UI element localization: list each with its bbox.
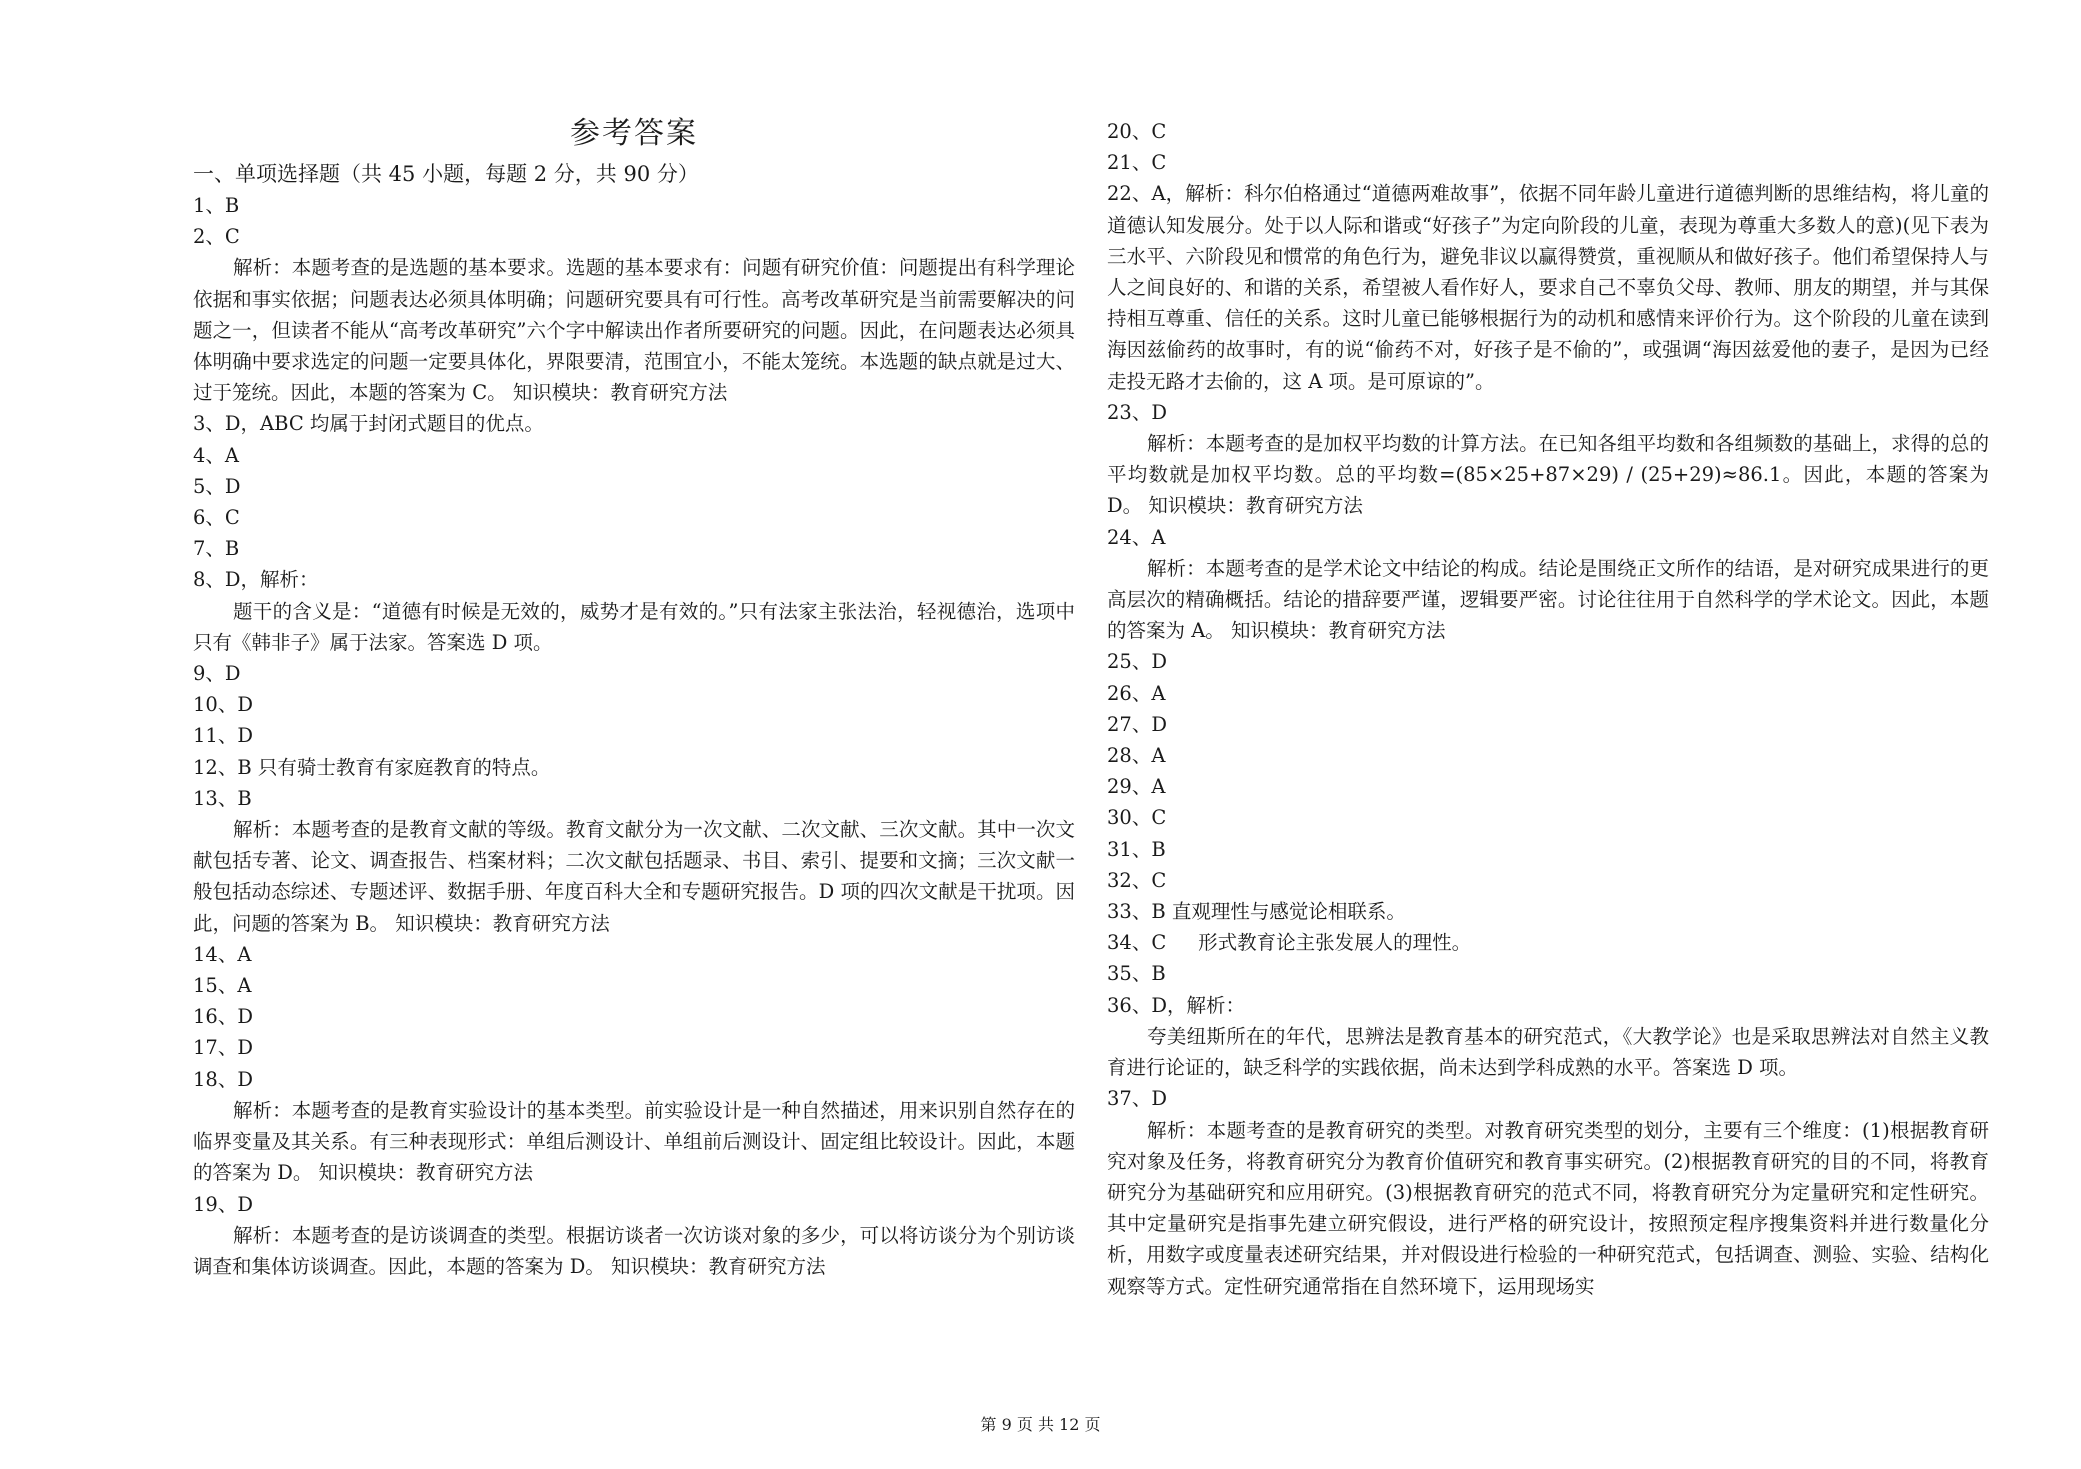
section-heading: 一、单项选择题（共 45 小题，每题 2 分，共 90 分） [193,162,699,186]
answer-line: 36、D，解析： [1107,993,1245,1017]
explanation-paragraph: 解析：本题考查的是学术论文中结论的构成。结论是围绕正文所作的结语，是对研究成果进行的更高层次的精确概括。结论的措辞要严谨，逻辑要严密。讨论往往用于自然科学的学术论文。因此，本题的答案为 A。 知识模块：教育研究方法 [1107,556,1989,643]
answer-line: 24、A [1107,525,1166,549]
answer-line: 37、D [1107,1087,1167,1111]
left-answers [193,190,1075,1282]
answer-line: 3、D，ABC 均属于封闭式题目的优点。 [193,412,544,436]
right-answers [1107,116,1989,1302]
explanation-paragraph: 解析：本题考查的是教育实验设计的基本类型。前实验设计是一种自然描述，用来识别自然存在的临界变量及其关系。有三种表现形式：单组后测设计、单组前后测设计、固定组比较设计。因此，本题的答案为 D。 知识模块：教育研究方法 [193,1098,1075,1185]
explanation-paragraph: 解析：本题考查的是加权平均数的计算方法。在已知各组平均数和各组频数的基础上，求得的总的平均数就是加权平均数。总的平均数=(85×25+87×29) / (25+29)≈86.1。因此，本题的答案为 D。 知识模块：教育研究方法 [1107,432,1989,518]
answer-line: 25、D [1107,650,1167,674]
answer-line: 31、B [1107,837,1166,861]
page-footer: 第 9 页 共 12 页 [980,1415,1101,1434]
answer-line: 23、D [1107,400,1167,424]
answer-line: 26、A [1107,681,1166,705]
answer-line: 21、C [1107,151,1167,175]
answer-line: 16、D [193,1005,253,1029]
answer-line: 12、B 只有骑士教育有家庭教育的特点。 [193,755,551,779]
answer-line: 15、A [193,974,252,998]
explanation-paragraph: 解析：本题考查的是访谈调查的类型。根据访谈者一次访谈对象的多少，可以将访谈分为个别访谈调查和集体访谈调查。因此，本题的答案为 D。 知识模块：教育研究方法 [193,1223,1075,1278]
answer-line: 6、C [193,506,240,530]
right-column [1107,116,1989,1302]
explanation-paragraph: 22、A，解析：科尔伯格通过“道德两难故事”，依据不同年龄儿童进行道德判断的思维结构，将儿童的道德认知发展分。处于以人际和谐或“好孩子”为定向阶段的儿童，表现为尊重大多数人的意)(见下表为三水平、六阶段见和惯常的角色行为，避免非议以赢得赞赏，重视顺从和做好孩子。他们希望保持人与人之间良好的、和谐的关系，希望被人看作好人，要求自己不辜负父母、教师、朋友的期望，并与其保持相互尊重、信任的关系。这时儿童已能够根据行为的动机和感情来评价行为。这个阶段的儿童在读到海因兹偷药的故事时，有的说“偷药不对，好孩子是不偷的”，或强调“海因兹爱他的妻子，是因为已经走投无路才去偷的，这 A 项。是可原谅的”。 [1107,182,1989,393]
answer-line: 19、D [193,1192,253,1216]
explanation-paragraph: 解析：本题考查的是教育文献的等级。教育文献分为一次文献、二次文献、三次文献。其中一次文献包括专著、论文、调查报告、档案材料；二次文献包括题录、书目、索引、提要和文摘；三次文献一般包括动态综述、专题述评、数据手册、年度百科大全和专题研究报告。D 项的四次文献是干扰项。因此，问题的答案为 B。 知识模块：教育研究方法 [193,818,1075,935]
answer-line: 2、C [193,225,240,249]
answer-line: 13、B [193,786,252,810]
answer-line: 35、B [1107,962,1166,986]
answer-line: 34、C 形式教育论主张发展人的理性。 [1107,931,1472,955]
left-column [193,112,1075,1282]
answer-line: 30、C [1107,806,1167,830]
answer-line: 27、D [1107,712,1167,736]
explanation-paragraph: 解析：本题考查的是选题的基本要求。选题的基本要求有：问题有研究价值：问题提出有科学理论依据和事实依据；问题表达必须具体明确；问题研究要具有可行性。高考改革研究是当前需要解决的问题之一，但读者不能从“高考改革研究”六个字中解读出作者所要研究的问题。因此，在问题表达必须具体明确中要求选定的问题一定要具体化，界限要清，范围宜小，不能太笼统。本选题的缺点就是过大、过于笼统。因此，本题的答案为 C。 知识模块：教育研究方法 [193,256,1075,405]
answer-line: 18、D [193,1067,253,1091]
answer-line: 33、B 直观理性与感觉论相联系。 [1107,900,1406,924]
answer-line: 32、C [1107,868,1167,892]
answer-line: 14、A [193,942,252,966]
explanation-paragraph: 题干的含义是：“道德有时候是无效的，威势才是有效的。”只有法家主张法治，轻视德治，选项中只有《韩非子》属于法家。答案选 D 项。 [193,599,1075,654]
explanation-paragraph: 夸美纽斯所在的年代，思辨法是教育基本的研究范式，《大教学论》也是采取思辨法对自然主义教育进行论证的，缺乏科学的实践依据，尚未达到学科成熟的水平。答案选 D 项。 [1107,1024,1989,1080]
answer-line: 20、C [1107,120,1167,143]
page-title: 参考答案 [570,116,698,151]
answer-line: 4、A [193,443,239,467]
explanation-paragraph: 解析：本题考查的是教育研究的类型。对教育研究类型的划分，主要有三个维度：(1)根据教育研究对象及任务，将教育研究分为教育价值研究和教育事实研究。(2)根据教育研究的目的不同，将教育研究分为基础研究和应用研究。(3)根据教育研究的范式不同，将教育研究分为定量研究和定性研究。其中定量研究是指事先建立研究假设，进行严格的研究设计，按照预定程序搜集资料并进行数量化分析，用数字或度量表述研究结果，并对假设进行检验的一种研究范式，包括调查、测验、实验、结构化观察等方式。定性研究通常指在自然环境下，运用现场实 [1107,1118,1989,1298]
answer-line: 7、B [193,537,240,561]
answer-line: 11、D [193,724,253,748]
answer-line: 5、D [193,474,241,498]
answer-line: 9、D [193,662,241,686]
answer-line: 17、D [193,1036,253,1060]
answer-line: 28、A [1107,744,1166,768]
answer-line: 10、D [193,693,253,717]
answer-line: 8、D，解析： [193,568,319,592]
answer-line: 1、B [193,194,240,217]
answer-line: 29、A [1107,775,1166,799]
